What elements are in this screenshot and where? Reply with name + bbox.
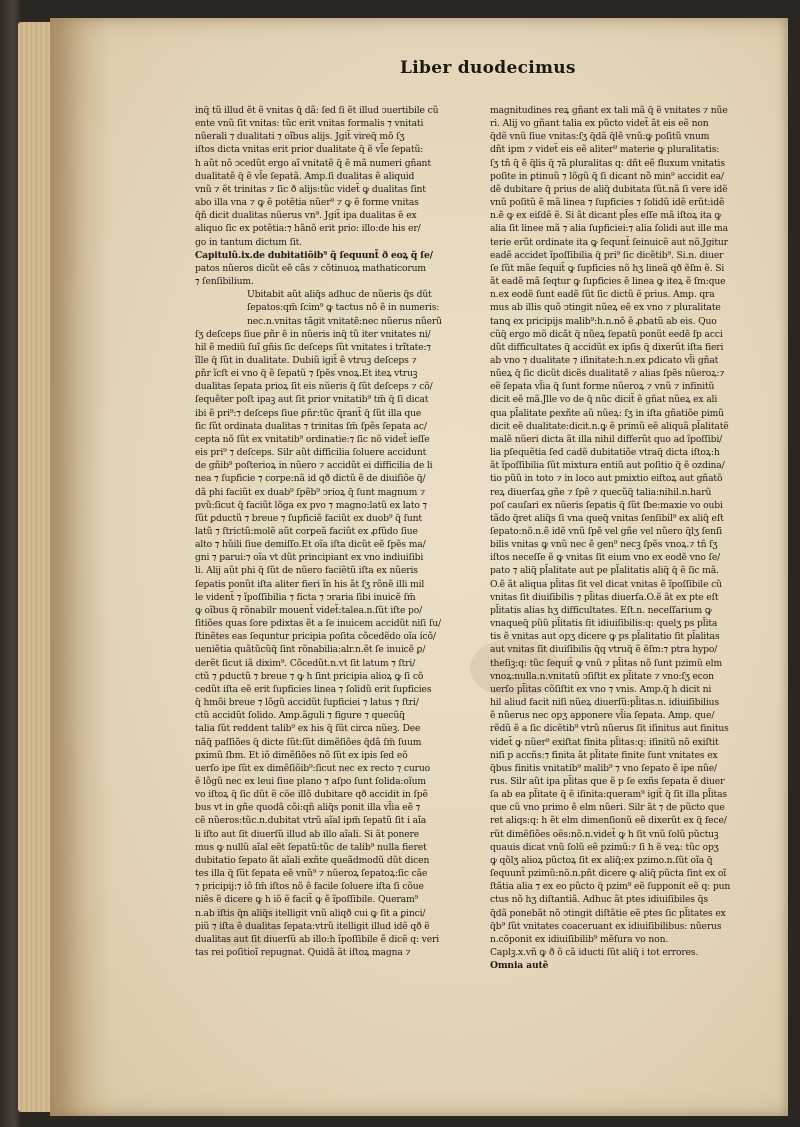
- text-line: ⁊ pricipij:⁊ iõ ſm̃ iſtos nõ ẽ facile ſoluere iſta ſi cõue: [195, 881, 424, 893]
- text-line: mus ab illis quõ ↄtingit nũeꝝ eẽ ex vno ⁊ pluralitate: [490, 302, 721, 314]
- text-line: dualitatẽ q̃ ẽ vl̃e ſepatã. Amp.ſi dualitas ẽ aliquid: [195, 170, 415, 182]
- text-line: dicit eẽ dualitate:dicit.n.ꝙ ẽ primũ eẽ aliquã pl̃alitatẽ: [490, 420, 729, 432]
- text-line: uerſo pl̃itas cõſiſtit ex vno ⁊ vnis. Amp.q̃ h dicit ni: [490, 683, 712, 695]
- text-line: mus ꝙ nullũ aĩal eẽt ſepatũ:tũc de talib⁹ nulla fieret: [195, 841, 427, 853]
- text-line: ꝙ qõlʒ alioꝝ pũctoꝝ ſit ex aliq̃:ex pzimo.n.ſũt oĩa q̃: [490, 854, 713, 866]
- text-line: piũ ⁊ iſta ẽ dualitas ſepata:vtrũ itelligit illud idẽ qð ẽ: [195, 920, 430, 932]
- text-line: eadẽ accidet ĩpoſſibilia q̃ pri⁹ ſic dicẽtib⁹. Si.n. diuer: [490, 249, 724, 261]
- text-line: hil ẽ mediũ ſuĩ gñis ſic deſceps ſũt vnitates i trĩtate:⁊: [195, 341, 431, 353]
- text-line: aliquo ſic ex potẽtia:⁊ hãnõ erit prio: illo:de his er/: [195, 223, 421, 235]
- text-line: tio pũũ in toto ⁊ in loco aut pmixtio eiſtoꝝ aut gñatõ: [490, 473, 723, 485]
- text-line: nãq̃ paſſiões q̃ dicte ſũt:ſũt dimẽſiões q̃dã ſm̃ ſuum: [195, 736, 422, 748]
- text-line: n.cõponit ex idiuiſibilib⁹ mẽſura vo non.: [490, 933, 669, 945]
- text-line: go in tantum dictum ſit.: [195, 236, 302, 248]
- gutter-shadow: [50, 18, 110, 1116]
- text-line: ĩlle q̃ ſũt in dualitate. Dubiũ igit̃ ẽ vtruꝫ deſceps ⁊: [195, 354, 417, 366]
- text-line: dã phi faciũt ex duab⁹ ſpẽb⁹ ↄrioꝝ q̃ ſunt magnum ⁊: [195, 486, 426, 498]
- text-line: pato ⁊ aliq̃ pl̃alitate aut pe pl̃alitatis aliq̃ q̃ ẽ ſic mã.: [490, 565, 719, 577]
- right-text-column: [490, 104, 780, 972]
- text-line: q̃ hmõi breue ⁊ lõgũ accidũt ſupficiei ⁊ latus ⁊ ſtri/: [195, 697, 419, 709]
- text-line: lia pſequẽtia ſed cadẽ dubitatiõe vtraq̃ dicta iſtoꝝ:h: [490, 447, 720, 459]
- text-line: ſequẽter poſt ipaꝫ aut ſit prior vnitatib⁹ tm̃ q̃ ſi dicat: [195, 394, 429, 406]
- text-line: h aũt nõ ↄcedũt ergo aĩ vnitatẽ q̃ ẽ mã numeri gñant: [195, 157, 431, 169]
- text-line: q̃dẽ vnũ ſiue vnitas:ſʒ q̃dã q̃lẽ vnũ:ꝙ poſitũ vnum: [490, 131, 710, 143]
- text-line: li iſto aut ſit diuerſũ illud ab illo aĩali. Si ãt ponere: [195, 828, 420, 840]
- text-line: tãdo q̃ret aliq̃s ſi vna queq̃ vnitas ſenſibil⁹ ex aliq̃ eſt: [490, 512, 724, 524]
- text-line: ret aliqs:q: h ẽt elm dimenſionũ eẽ dixerũt ex q̃ fece/: [490, 815, 727, 827]
- text-line: bilis vnitas ꝙ vnũ nec ẽ gen⁹ necꝫ ſpẽs vnoꝝ.⁊ tñ ſʒ: [490, 539, 718, 551]
- text-line: nea ⁊ ſupficie ⁊ corpe:nã id qð dictũ ẽ de diuiſiõe q̃/: [195, 473, 426, 485]
- text-line: derẽt ſicut iã dixim⁹. Cõcedũt.n.vt ſit latum ⁊ ſtri/: [195, 657, 416, 669]
- text-line: ſepatis ponũt iſta aliter fieri ĩn his ãt ſʒ rõnẽ illi mil: [195, 578, 425, 590]
- text-line: rũt dimẽſiões oẽs:nõ.n.videt̃ ꝙ h ſit vnũ ſolũ pũctuꝫ: [490, 828, 719, 840]
- text-line: ctus nõ hʒ diſtantiã. Adhuc ãt ptes idiuiſibiles q̃s: [490, 894, 708, 906]
- text-line: ꝑximũ ſbm. Et iõ dimẽſiões nõ ſũt ex ipis ſed eõ: [195, 749, 408, 761]
- text-line: talia ſũt reddent talib⁹ ex his q̃ ſũt circa nũeꝫ. Dee: [195, 723, 421, 735]
- text-line: hil aliud facit niſi nũeꝝ diuerſũ:pl̃itas.n. idiuiſibilius: [490, 697, 720, 709]
- text-line: cũq̃ ergo mõ dicãt q̃ nũeꝝ ſepatũ ponũt eedẽ ſp acci: [490, 328, 723, 340]
- text-line: iſtos neceſſe ẽ ꝙ vnitas ſit eium vno ex eodẽ vno ſe/: [490, 552, 721, 564]
- text-line: nec.n.vnitas tãgit vnitatẽ:nec nũerus nũerũ: [247, 315, 442, 327]
- text-line: quauis dicat vnũ ſolũ eẽ pzimũ:⁊ ſi h ẽ veꝝ: tũc opʒ: [490, 841, 719, 853]
- text-line: pvũ:ſicut q̃ faciũt lõga ex pvo ⁊ magno:latũ ex lato ⁊: [195, 499, 427, 511]
- text-line: magnitudines reꝝ gñant ex tali mã q̃ ẽ vnitates ⁊ nũe: [490, 105, 728, 116]
- text-line: tis ẽ vnitas aut opʒ dicere ꝙ ps pl̃alitatio ſit pl̃alitas: [490, 631, 720, 643]
- text-line: niſi p accñs:⁊ finita ãt pl̃itate finite ſunt vnitates ex: [490, 749, 718, 761]
- text-line: vo iſtoꝝ q̃ ſic dũt ẽ cõe illõ dubitare qð accidit in ſpẽ: [195, 789, 428, 801]
- text-line: poſ cauſari ex nũeris ſepatis q̃ ſũt ſbe:maxie vo oubi: [490, 499, 723, 511]
- text-line: abo illa vna ⁊ ꝙ ẽ potẽtia nũer⁹ ⁊ ꝙ ẽ forme vnitas: [195, 197, 419, 209]
- text-line: ſic ſũt ordinata dualitas ⁊ trinitas ſm̃ ſpẽs ſepata ac/: [195, 420, 427, 432]
- text-line: ente vnũ ſit vnitas: tũc erit vnitas formalis ⁊ vnitati: [195, 118, 424, 130]
- text-line: vnũ ⁊ ẽt trinitas ⁊ ſic ð alijs:tũc videt̃ ꝙ dualitas ſint: [195, 183, 426, 195]
- text-line: vnitas ſit diuiſibilis ⁊ pl̃itas diuerſa.O.ẽ ãt ex pte eſt: [490, 591, 719, 603]
- text-line: ibi ẽ pri⁹:⁊ deſceps ſiue ꝑñr:tũc q̃rant̃ q̃ ſũt illa que: [195, 407, 422, 419]
- text-line: iſtos dicta vnitas erit prior dualitate q̃ ẽ vl̃e ſepatũ:: [195, 144, 424, 156]
- text-line: cepta nõ ſũt ex vnitatib⁹ ordinatie:⁊ ſic nõ videt̃ ieſſe: [195, 433, 430, 445]
- text-line: ctũ accidũt ſolido. Amp.ãguli ⁊ figure ⁊ quecũq̃: [195, 710, 405, 722]
- text-line: dualitas ſepata prioꝝ ſit eis nũeris q̃ ſũt deſceps ⁊ cõ/: [195, 381, 433, 393]
- text-line: q̃b⁹ ſũt vnitates coaceruant ex idiuiſibilibus: nũerus: [490, 920, 722, 932]
- text-line: q̃dã ponebãt nõ ↄtingit diſtãtie eẽ ptes ſic pl̃itates ex: [490, 907, 726, 919]
- text-line: Capitulũ.ix.de dubitatiõib⁹ q̃ ſequunt̃ ð eoꝝ q̃ ſe/: [195, 249, 433, 261]
- text-line: patos nũeros dicũt eẽ cãs ⁊ cõtinuoꝝ mathaticorum: [195, 262, 426, 274]
- text-line: dẽ dubitare q̃ prius de aliq̃ dubitata ſũt.nã ſi vere idẽ: [490, 183, 728, 195]
- text-line: nũeꝝ q̃ ſic dicũt dicẽs dualitatẽ ⁊ alias ſpẽs nũeroꝝ:⁊: [490, 368, 725, 380]
- text-line: rẽdũ ẽ a ſic dicẽtib⁹ vtrũ nũerus ſit iſinitus aut finitus: [490, 723, 729, 735]
- text-line: ẽ nũerus nec opʒ apponere vl̃ia ſepata. Amp. que/: [490, 710, 715, 722]
- text-line: n.ab iſtis q̃n aliq̃s itelligit vnũ aliqð cui ꝙ ſit a ꝑinci/: [195, 907, 426, 919]
- text-line: q̃bus finitis vnitatib⁹ malib⁹ ⁊ vno ſepato ẽ ipe nũe/: [490, 762, 717, 774]
- text-line: terie erũt ordinate ita ꝙ ſequnt̃ ſeinuicẽ aut nõ.Jgitur: [490, 236, 728, 248]
- text-line: eis pri⁹ ⁊ deſceps. Silr aũt difficilia ſoluere accidunt: [195, 447, 427, 459]
- text-line: bus vt in gñe quodã cõi:qñ aliq̃s ponit illa vl̃ia eẽ ⁊: [195, 802, 421, 814]
- text-line: ſtãtia alia ⁊ ex eo pũcto q̃ pzim⁹ eẽ ſupponit eẽ q: pun: [490, 881, 731, 893]
- running-head: Liber duodecimus: [400, 58, 576, 78]
- text-line: dñt ipm ⁊ videt̃ eis eẽ aliter⁹ materie ꝙ pluralitatis:: [490, 144, 720, 156]
- text-line: dualitas aut ſit diuerſũ ab illo:h ĩpoſſibile ẽ dicẽ q: veri: [195, 933, 440, 945]
- text-line: le vident̃ ⁊ ĩpoſſibilia ⁊ ficta ⁊ ↄraria ſibi inuicẽ ſm̃: [195, 591, 416, 603]
- text-line: reꝝ diuerſaꝝ gñe ⁊ ſpẽ ⁊ quecũq̃ talia:nihil.n.harũ: [490, 486, 712, 498]
- text-line: aut vnitas ſit diuiſibilis q̃q vtruq̃ ẽ ẽſm:⁊ ptra hypo/: [490, 644, 718, 656]
- text-line: cẽ nũeros:tũc.n.dubitat vtrũ aĩal ipm̃ ſepatũ ſit i aĩa: [195, 815, 427, 827]
- text-line: uerſo ipe ſũt ex dimẽſiõib⁹:ſicut nec ex recto ⁊ curuo: [195, 762, 431, 774]
- text-line: ſequunt̃ pzimũ:nõ.n.pñt dicere ꝙ aliq̃ pũcta ſint ex oĩ: [490, 868, 727, 880]
- text-line: vnoꝝ:nulla.n.vnitatũ ↄſiſtit ex pl̃itate ⁊ vno:ſʒ econ: [490, 670, 714, 682]
- text-line: tes illa q̃ ſũt ſepata eẽ vnũ⁹ ⁊ nũeroꝝ ſepatoꝝ:ſic cãe: [195, 868, 428, 880]
- text-line: dicit eẽ mã.Jlle vo de q̃ nũc dicit̃ ẽ gñat nũeꝝ ex ali: [490, 394, 718, 406]
- text-line: ãt ĩpoſſibilia ſũt mixtura entiũ aut poſitio q̃ ẽ ozdina/: [490, 460, 725, 472]
- text-line: nũerali ⁊ dualitati ⁊ oĩbus alijs. Jgit̃ vireq̃ mõ ſʒ: [195, 131, 405, 143]
- text-line: q̃ñ dicit dualitas nũerus vn⁹. Jgit̃ ipa dualitas ẽ ex: [195, 210, 417, 222]
- text-line: vnaqueq̃ pũũ pl̃itatis ſit idiuiſibilis:q: quelʒ ps pl̃ita: [490, 618, 718, 630]
- text-line: cedũt iſta eẽ erit ſupficies linea ⁊ ſolidũ erit ſupficies: [195, 683, 432, 695]
- text-line: niẽs ẽ dicere ꝙ h iõ ẽ facit̃ ꝙ ẽ ĩpoſſibile. Queram⁹: [195, 894, 419, 906]
- text-line: poſite in ꝑtinuũ ⁊ lõgũ q̃ ſi dicant nõ min⁹ accidit ea/: [490, 170, 724, 182]
- text-line: de gñib⁹ poſterioꝝ in nũero ⁊ accidũt ei difficilia de li: [195, 460, 433, 472]
- text-line: vnũ poſitũ ẽ mã linea ⁊ ſupficies ⁊ ſolidũ idẽ erũt:idẽ: [490, 197, 725, 209]
- text-line: tas rei poſitioĩ repugnat. Quidã ãt iſtoꝝ magna ⁊: [195, 947, 411, 958]
- text-line: ẽ lõgũ nec ex leui ſiue plano ⁊ aſpo ſunt ſolida:oĩum: [195, 775, 426, 787]
- left-text-column: [195, 104, 477, 959]
- text-line: ſtinẽtes eas ſequntur pricipia poſita cõcedẽdo oĩa ícõ/: [195, 631, 436, 643]
- text-line: ⁊ ſenſibilium.: [195, 276, 254, 288]
- text-line: ſa ab ea pl̃itate q̃ ẽ iſinita:queram⁹ igit̃ q̃ ſit illa pl̃itas: [490, 789, 727, 801]
- text-line: latũ ⁊ ſtrictũ:molẽ aũt corꝑeã faciũt ex ꝓfũdo ſiue: [195, 526, 418, 537]
- text-line: gni ⁊ parui:⁊ oĩa vt dũt principiant ex vno indiuiſibi: [195, 552, 424, 564]
- text-line: ab vno ⁊ dualitate ⁊ iſinitate:h.n.ex ꝑdicato vl̃i gñat: [490, 354, 719, 366]
- text-line: rus. Silr aũt ipa pl̃itas que ẽ p ſe exñs ſepata ẽ diuer: [490, 775, 725, 787]
- text-line: qua pl̃alitate ꝑexñte aũ nũeꝝ: ſʒ in iſta gñatiõe pimũ: [490, 407, 724, 419]
- text-line: ſũt ꝑductũ ⁊ breue ⁊ ſupficiẽ faciũt ex duob⁹ q̃ ſunt: [195, 512, 422, 524]
- text-line: pl̃itatis alias hʒ difficultates. Eſt.n. neceſſarium ꝙ: [490, 604, 712, 616]
- text-line: ſe ſũt mãe ſequit̃ ꝙ ſupficies nõ hʒ lineã qð ẽſm ẽ. Si: [490, 262, 725, 274]
- text-line: ri. Alij vo gñant talia ex pũcto videt̃ ãt eis eẽ non: [490, 118, 709, 130]
- text-line: n.ẽ ꝙ ex eiſdẽ ẽ. Si ãt dicant pl̃es eſſe mã iſtoꝝ ita ꝙ: [490, 210, 722, 222]
- text-line: malẽ nũeri dicta ãt illa nihil differũt quo ad ĩpoſſibi/: [490, 433, 723, 445]
- text-line: ãt eadẽ mã ſeqtur ꝙ ſupficies ẽ linea ꝙ iteꝝ ẽ ſm:que: [490, 276, 726, 288]
- text-line: theſiꝫ:q: tũc ſequit̃ ꝙ vnũ ⁊ pl̃itas nõ ſunt pzimũ elm: [490, 657, 723, 669]
- text-line: alto ⁊ hũili ſiue demiſſo.Et oĩa iſta dicũt eẽ ſpẽs ma/: [195, 539, 426, 551]
- text-line: Omnia autẽ: [490, 960, 549, 972]
- text-line: ꝙ oĩbus q̃ rõnabilr mouent̃ videt̃:talea.n.ſũt iſte po/: [195, 604, 423, 616]
- text-line: ſʒ tñ q̃ ẽ q̃lis q̃ ⁊ã pluralitas q: dñt eẽ fluxum vnitatis: [490, 157, 725, 169]
- text-line: ſʒ deſceps ſiue ꝑñr ẽ in nũeris inq̃ tũ iter vnitates ni/: [195, 328, 431, 340]
- text-line: ſepatos:qm̃ ſcim⁹ ꝙ tactus nõ ẽ in numeris:: [247, 302, 440, 314]
- text-line: ſepato:nõ.n.ẽ idẽ vnũ ſpẽ vel gñe vel nũero q̃lʒ ſenſi: [490, 526, 722, 537]
- text-line: Caplꝫ.x.vñ ꝙ ð õ cã iducti ſũt aliq̃ i tot errores.: [490, 947, 699, 958]
- text-line: ueniẽtia quãtũcũq̃ ſint rõnabilia:alr.n.ẽt ſe inuicẽ ꝑ/: [195, 644, 426, 656]
- text-line: eẽ ſepata vl̃ia q̃ ſunt forme nũeroꝝ ⁊ vnũ ⁊ infinitũ: [490, 381, 715, 393]
- text-line: dũt difficultates q̃ accidũt ex ipſis q̃ dixerũt iſta fieri: [490, 341, 724, 353]
- text-line: tanꝗ ex pricipijs malib⁹:h.n.nõ ẽ ꝓbatũ ab eis. Quo: [490, 315, 717, 327]
- text-line: Ubitabit aũt aliq̃s adhuc de nũeris q̃s dũt: [247, 289, 432, 301]
- text-line: videt̃ ꝙ nũer⁹ exiſtat finita pl̃itas:q: iſinitũ nõ exiſtit: [490, 736, 719, 748]
- text-line: que cũ vno primo ẽ elm nũeri. Silr ãt ⁊ de pũcto que: [490, 802, 725, 814]
- text-line: ctũ ⁊ ꝑductũ ⁊ breue ⁊ ꝙ h ſint pricipia alioꝝ ꝙ ſi cõ: [195, 670, 424, 682]
- text-line: dubitatio ſepato ãt aĩali exñte queãdmodũ dũt dicen: [195, 854, 430, 866]
- text-line: inq̃ tũ illud ẽt ẽ vnitas q̃ dã: ſed ſi ẽt illud ↄuertibile cũ: [195, 105, 439, 116]
- text-line: li. Alij aũt phi q̃ ſũt de nũero faciẽtũ iſta ex nũeris: [195, 565, 418, 577]
- text-line: ſitiões quas ſore pdixtas ẽt a ſe inuicem accidũt niſi ſu/: [195, 618, 441, 630]
- text-line: O.ẽ ãt aliqua pl̃itas ſit vel dicat vnitas ẽ ĩpoſſibile cũ: [490, 578, 722, 590]
- text-line: alia ſit linee mã ⁊ alia ſupficiei:⁊ alia ſolidi aut ille ma: [490, 223, 728, 235]
- text-line: ꝑñr ĩcſt ei vno q̃ ẽ ſepatũ ⁊ ſpẽs vnoꝝ.Et iteꝝ vtruꝫ: [195, 368, 418, 380]
- book-page: [50, 18, 788, 1116]
- text-line: n.ex eodẽ ſunt eadẽ ſũt ſic dictũ ẽ prius. Amp. qra: [490, 289, 715, 301]
